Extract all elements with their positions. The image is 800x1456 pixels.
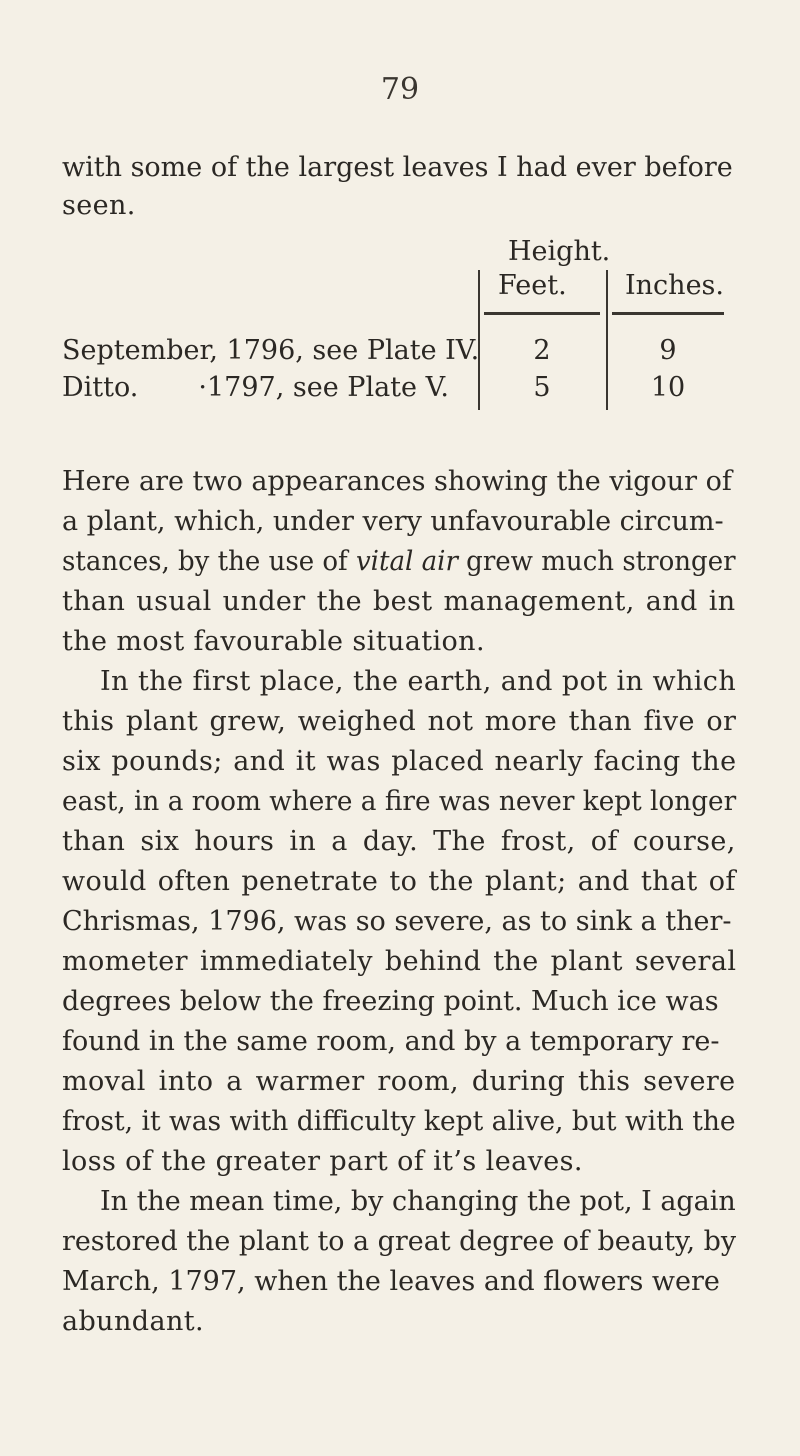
table-rule-vertical: [606, 270, 608, 410]
text-line: In the first place, the earth, and pot in which: [100, 666, 737, 697]
text-line: than six hours in a day. The frost, of course,: [62, 826, 736, 857]
table-header-feet: Feet.: [498, 270, 567, 301]
text-line: than usual under the best management, and in: [62, 586, 736, 617]
table-row-label: Ditto. ·1797, see Plate V.: [62, 372, 449, 403]
text-line: moval into a warmer room, during this severe: [62, 1066, 736, 1097]
table-header-height: Height.: [508, 236, 611, 267]
table-cell-feet: 5: [533, 372, 551, 403]
table-cell-inches: 10: [650, 372, 686, 403]
table-row-label: September, 1796, see Plate IV.: [62, 335, 480, 366]
text-line: restored the plant to a great degree of beauty, by: [62, 1226, 737, 1257]
table-rule-horizontal: [612, 312, 724, 315]
table-cell-inches: 9: [659, 335, 677, 366]
table-header-inches: Inches.: [625, 270, 724, 301]
text-span: grew much stronger: [457, 546, 736, 577]
text-line: seen.: [62, 190, 136, 221]
text-line: six pounds; and it was placed nearly facing the: [62, 746, 737, 777]
text-line: Chrismas, 1796, was so severe, as to sink a ther-: [62, 906, 732, 937]
text-line: Here are two appearances showing the vigour of: [62, 466, 732, 497]
text-line: March, 1797, when the leaves and flowers were: [62, 1266, 720, 1297]
text-line: frost, it was with difficulty kept alive, but with the: [62, 1106, 736, 1137]
italic-text: vital air: [355, 546, 458, 577]
text-line: found in the same room, and by a temporary re-: [62, 1026, 720, 1057]
text-line: In the mean time, by changing the pot, I again: [100, 1186, 736, 1217]
text-line: with some of the largest leaves I had ever before: [62, 152, 733, 183]
text-line: degrees below the freezing point. Much ice was: [62, 986, 719, 1017]
text-line: this plant grew, weighed not more than five or: [62, 706, 737, 737]
text-line: the most favourable situation.: [62, 626, 485, 657]
text-line: [62, 542, 736, 582]
text-line: would often penetrate to the plant; and that of: [62, 866, 736, 897]
text-line: east, in a room where a fire was never kept longer: [62, 786, 737, 817]
text-span: stances, by the use of: [62, 546, 356, 577]
text-line: loss of the greater part of it’s leaves.: [62, 1146, 583, 1177]
text-line: abundant.: [62, 1306, 204, 1337]
table-cell-feet: 2: [533, 335, 551, 366]
text-line: mometer immediately behind the plant several: [62, 946, 737, 977]
table-rule-horizontal: [484, 312, 600, 315]
text-line: a plant, which, under very unfavourable circum-: [62, 506, 724, 537]
page-number: 79: [380, 72, 420, 107]
